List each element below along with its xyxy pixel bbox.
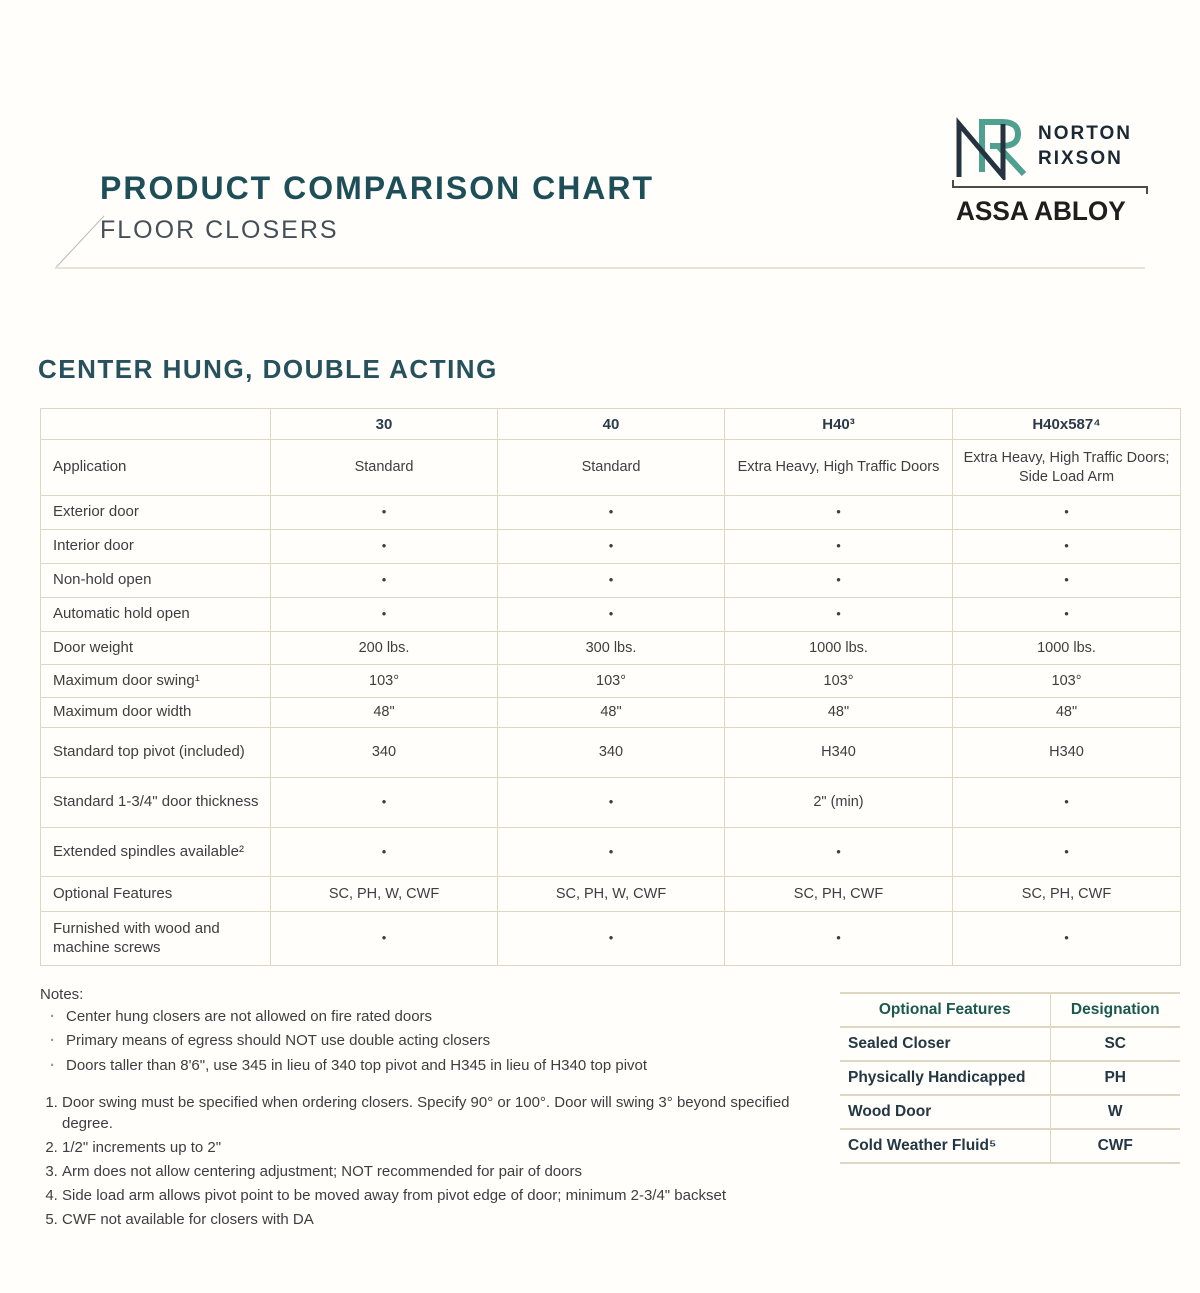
cell-value: 103° [953, 665, 1181, 698]
table-row [41, 698, 1181, 728]
table-row [41, 632, 1181, 665]
cell-value: 2" (min) [725, 778, 953, 828]
brand-name-line2: RIXSON [1038, 147, 1123, 169]
cell-value: • [725, 828, 953, 877]
brand-name [1038, 122, 1132, 171]
note-bullet: · Primary means of egress should NOT use double acting closers [66, 1031, 822, 1051]
cell-value: • [271, 778, 498, 828]
notes-numbered-list [40, 1092, 822, 1230]
cell-value: 48" [498, 698, 725, 728]
feature-designation: SC [1050, 1027, 1180, 1061]
cell-value: • [498, 564, 725, 598]
note-numbered: 4. Side load arm allows pivot point to be moved away from pivot edge of door; minimum 2-3/4" backset [62, 1185, 822, 1206]
brand-divider-line [952, 186, 1148, 188]
cell-value: 103° [725, 665, 953, 698]
note-numbered: 5. CWF not available for closers with DA [62, 1209, 822, 1230]
cell-value: • [498, 598, 725, 632]
cell-value: 1000 lbs. [725, 632, 953, 665]
notes-bullet-list [40, 1007, 822, 1076]
note-numbered: 1. Door swing must be specified when ordering closers. Specify 90° or 100°. Door will swing 3° beyond specified degree. [62, 1092, 822, 1134]
table-row [41, 598, 1181, 632]
cell-value: • [498, 778, 725, 828]
feature-name: Physically Handicapped [840, 1061, 1050, 1095]
cell-value: Extra Heavy, High Traffic Doors; Side Load Arm [953, 440, 1181, 496]
notes-block [40, 986, 822, 1233]
cell-value: 1000 lbs. [953, 632, 1181, 665]
notes-heading: Notes: [40, 986, 84, 1003]
brand-block [952, 112, 1150, 232]
feature-designation: PH [1050, 1061, 1180, 1095]
cell-value: 340 [498, 728, 725, 778]
cell-value: • [725, 530, 953, 564]
cell-value: 300 lbs. [498, 632, 725, 665]
table-row [41, 912, 1181, 966]
cell-value: • [271, 912, 498, 966]
comparison-table [40, 408, 1181, 966]
table-row [41, 665, 1181, 698]
row-label: Door weight [41, 632, 271, 665]
cell-value: SC, PH, W, CWF [498, 877, 725, 912]
cell-value: 340 [271, 728, 498, 778]
title-block [100, 170, 654, 245]
cell-value: • [953, 564, 1181, 598]
cell-value: 48" [271, 698, 498, 728]
row-label: Standard 1-3/4" door thickness [41, 778, 271, 828]
table-header-row [41, 409, 1181, 440]
cell-value: SC, PH, W, CWF [271, 877, 498, 912]
table-row [41, 728, 1181, 778]
cell-value: 200 lbs. [271, 632, 498, 665]
cell-value: • [725, 912, 953, 966]
cell-value: • [953, 778, 1181, 828]
feature-name: Cold Weather Fluid⁵ [840, 1129, 1050, 1163]
row-label: Optional Features [41, 877, 271, 912]
section-heading: CENTER HUNG, DOUBLE ACTING [38, 354, 498, 384]
row-label: Exterior door [41, 496, 271, 530]
features-column-header: Designation [1050, 993, 1180, 1027]
features-row [840, 1129, 1180, 1163]
page-subtitle: FLOOR CLOSERS [100, 216, 339, 244]
table-row [41, 564, 1181, 598]
cell-value: 48" [725, 698, 953, 728]
feature-name: Sealed Closer [840, 1027, 1050, 1061]
features-column-header: Optional Features [840, 993, 1050, 1027]
features-row [840, 1095, 1180, 1129]
row-label: Extended spindles available² [41, 828, 271, 877]
row-label: Standard top pivot (included) [41, 728, 271, 778]
note-numbered: 2. 1/2" increments up to 2" [62, 1137, 822, 1158]
table-row [41, 496, 1181, 530]
note-bullet: · Doors taller than 8'6", use 345 in lieu of 340 top pivot and H345 in lieu of H340 top pivot [66, 1056, 822, 1076]
features-row [840, 1027, 1180, 1061]
table-row [41, 440, 1181, 496]
cell-value: • [498, 530, 725, 564]
cell-value: H340 [953, 728, 1181, 778]
row-label: Application [41, 440, 271, 496]
cell-value: • [498, 828, 725, 877]
cell-value: • [725, 564, 953, 598]
features-row [840, 1061, 1180, 1095]
row-label: Automatic hold open [41, 598, 271, 632]
note-bullet: · Center hung closers are not allowed on fire rated doors [66, 1007, 822, 1027]
feature-name: Wood Door [840, 1095, 1050, 1129]
cell-value: Standard [271, 440, 498, 496]
cell-value: • [271, 598, 498, 632]
table-row [41, 530, 1181, 564]
cell-value: 103° [271, 665, 498, 698]
cell-value: • [953, 496, 1181, 530]
column-header: 40 [498, 409, 725, 440]
norton-rixson-monogram-icon [952, 114, 1032, 180]
assa-abloy-logo: ASSA ABLOY [956, 196, 1126, 226]
corner-blank-cell [41, 409, 271, 440]
features-header-row [840, 993, 1180, 1027]
cell-value: Standard [498, 440, 725, 496]
row-label: Non-hold open [41, 564, 271, 598]
column-header: 30 [271, 409, 498, 440]
row-label: Furnished with wood and machine screws [41, 912, 271, 966]
brand-name-line1: NORTON [1038, 123, 1132, 144]
cell-value: • [271, 496, 498, 530]
row-label: Maximum door swing¹ [41, 665, 271, 698]
cell-value: • [498, 912, 725, 966]
cell-value: SC, PH, CWF [725, 877, 953, 912]
row-label: Maximum door width [41, 698, 271, 728]
cell-value: • [498, 496, 725, 530]
feature-designation: CWF [1050, 1129, 1180, 1163]
note-numbered: 3. Arm does not allow centering adjustment; NOT recommended for pair of doors [62, 1161, 822, 1182]
cell-value: • [953, 530, 1181, 564]
row-label: Interior door [41, 530, 271, 564]
table-row [41, 877, 1181, 912]
header-divider-line [55, 267, 1145, 269]
decorative-diagonal-line [55, 216, 105, 269]
cell-value: SC, PH, CWF [953, 877, 1181, 912]
cell-value: • [271, 828, 498, 877]
cell-value: • [953, 912, 1181, 966]
cell-value: 103° [498, 665, 725, 698]
column-header: H40³ [725, 409, 953, 440]
feature-designation: W [1050, 1095, 1180, 1129]
cell-value: • [725, 496, 953, 530]
cell-value: • [953, 598, 1181, 632]
table-row [41, 778, 1181, 828]
cell-value: H340 [725, 728, 953, 778]
cell-value: • [271, 530, 498, 564]
page-title: PRODUCT COMPARISON CHART [100, 170, 655, 206]
cell-value: 48" [953, 698, 1181, 728]
column-header: H40x587⁴ [953, 409, 1181, 440]
optional-features-table [840, 992, 1180, 1164]
cell-value: Extra Heavy, High Traffic Doors [725, 440, 953, 496]
table-row [41, 828, 1181, 877]
cell-value: • [953, 828, 1181, 877]
cell-value: • [271, 564, 498, 598]
cell-value: • [725, 598, 953, 632]
